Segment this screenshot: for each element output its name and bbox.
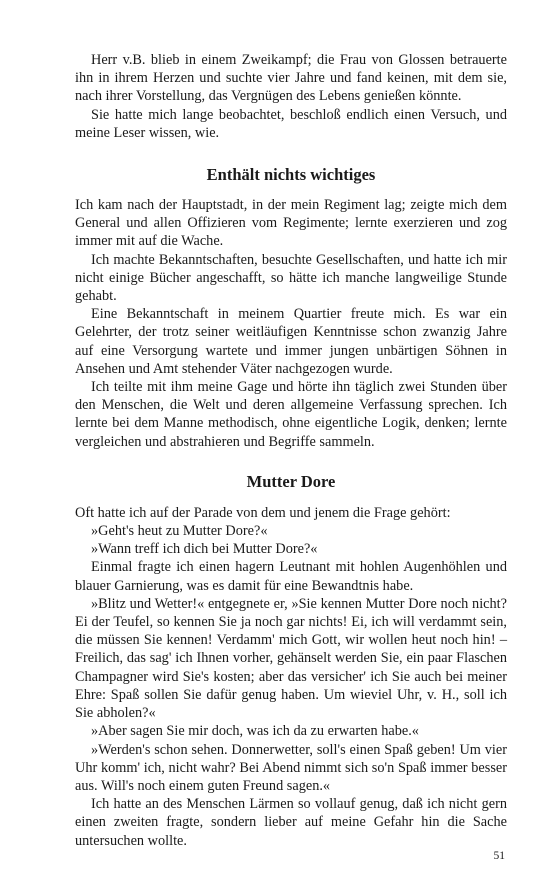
- paragraph: »Aber sagen Sie mir doch, was ich da zu erwarten habe.«: [91, 723, 419, 740]
- paragraph: Ich teilte mit ihm meine Gage und hörte ihn täglich zwei Stunden über den Menschen, die Welt und deren allgemeine Verfassung sprechen. Ich lernte bei dem Manne methodisch, ohne eigentliche Logik, denken; lernte vergleichen und abstrahieren und Begriffe sammeln.: [75, 379, 507, 450]
- paragraph: »Geht's heut zu Mutter Dore?«: [91, 523, 268, 540]
- section-heading: Enthält nichts wichtiges: [206, 165, 376, 185]
- paragraph: Herr v.B. blieb in einem Zweikampf; die Frau von Glossen betrauerte ihn in ihrem Herzen und suchte vier Jahre und fand keinen, mit dem sie, nach ihrer Vorstellung, das Vergnügen des Lebens genießen könnte.: [75, 52, 507, 105]
- paragraph: »Wann treff ich dich bei Mutter Dore?«: [91, 541, 318, 558]
- paragraph: Einmal fragte ich einen hagern Leutnant mit hohlen Augenhöhlen und blauer Garnierung, was es damit für eine Bewandtnis habe.: [75, 559, 507, 594]
- paragraph: Ich machte Bekanntschaften, besuchte Gesellschaften, und hatte ich mir nicht einige Bücher angeschafft, so hätte ich manche langweilige Stunde gehabt.: [75, 251, 507, 305]
- page-number: 51: [493, 850, 505, 862]
- page-body: [75, 51, 507, 850]
- paragraph: Oft hatte ich auf der Parade von dem und jenem die Frage gehört:: [75, 504, 451, 521]
- paragraph: »Werden's schon sehen. Donnerwetter, soll's einen Spaß geben! Um vier Uhr komm' ich, nicht wahr? Bei Abend nimmt sich so'n Spaß immer besser aus. Will's noch einem guten Freund sagen.«: [75, 741, 507, 794]
- paragraph: Eine Bekanntschaft in meinem Quartier freute mich. Es war ein Gelehrter, der trotz seiner weitläufigen Kenntnisse schon zwanzig Jahre auf eine Versorgung wartete und immer jungen unbärtigen Söhnen in Ansehen und Amt stehender Väter nachgezogen wurde.: [75, 306, 507, 377]
- section-heading: Mutter Dore: [246, 471, 336, 491]
- paragraph: Sie hatte mich lange beobachtet, beschloß endlich einen Versuch, und meine Leser wissen, wie.: [75, 106, 507, 141]
- paragraph: Ich hatte an des Menschen Lärmen so vollauf genug, daß ich nicht gern einen zweiten fragte, sondern lieber auf meine Gefahr hin die Sache untersuchen wollte.: [75, 796, 507, 849]
- paragraph: Ich kam nach der Hauptstadt, in der mein Regiment lag; zeigte mich dem General und allen Offizieren vom Regimente; lernte exerzieren und zog immer mit auf die Wache.: [75, 197, 507, 250]
- paragraph: »Blitz und Wetter!« entgegnete er, »Sie kennen Mutter Dore noch nicht? Ei der Teufel, so kennen Sie ja noch gar nichts! Ei, ich will verdammt sein, die müssen Sie kennen! Verdamm' mich Gott, wir wollen heut noch hin! – Freilich, das sag' ich Ihnen vorher, gehänselt werden Sie, ein paar Flaschen Champagner wird Sie's kosten; aber das versicher' ich Sie auch bei meiner Ehre: Spaß sollen Sie dafür genug haben. Um wieviel Uhr, v. H., soll ich Sie abholen?«: [75, 595, 507, 722]
